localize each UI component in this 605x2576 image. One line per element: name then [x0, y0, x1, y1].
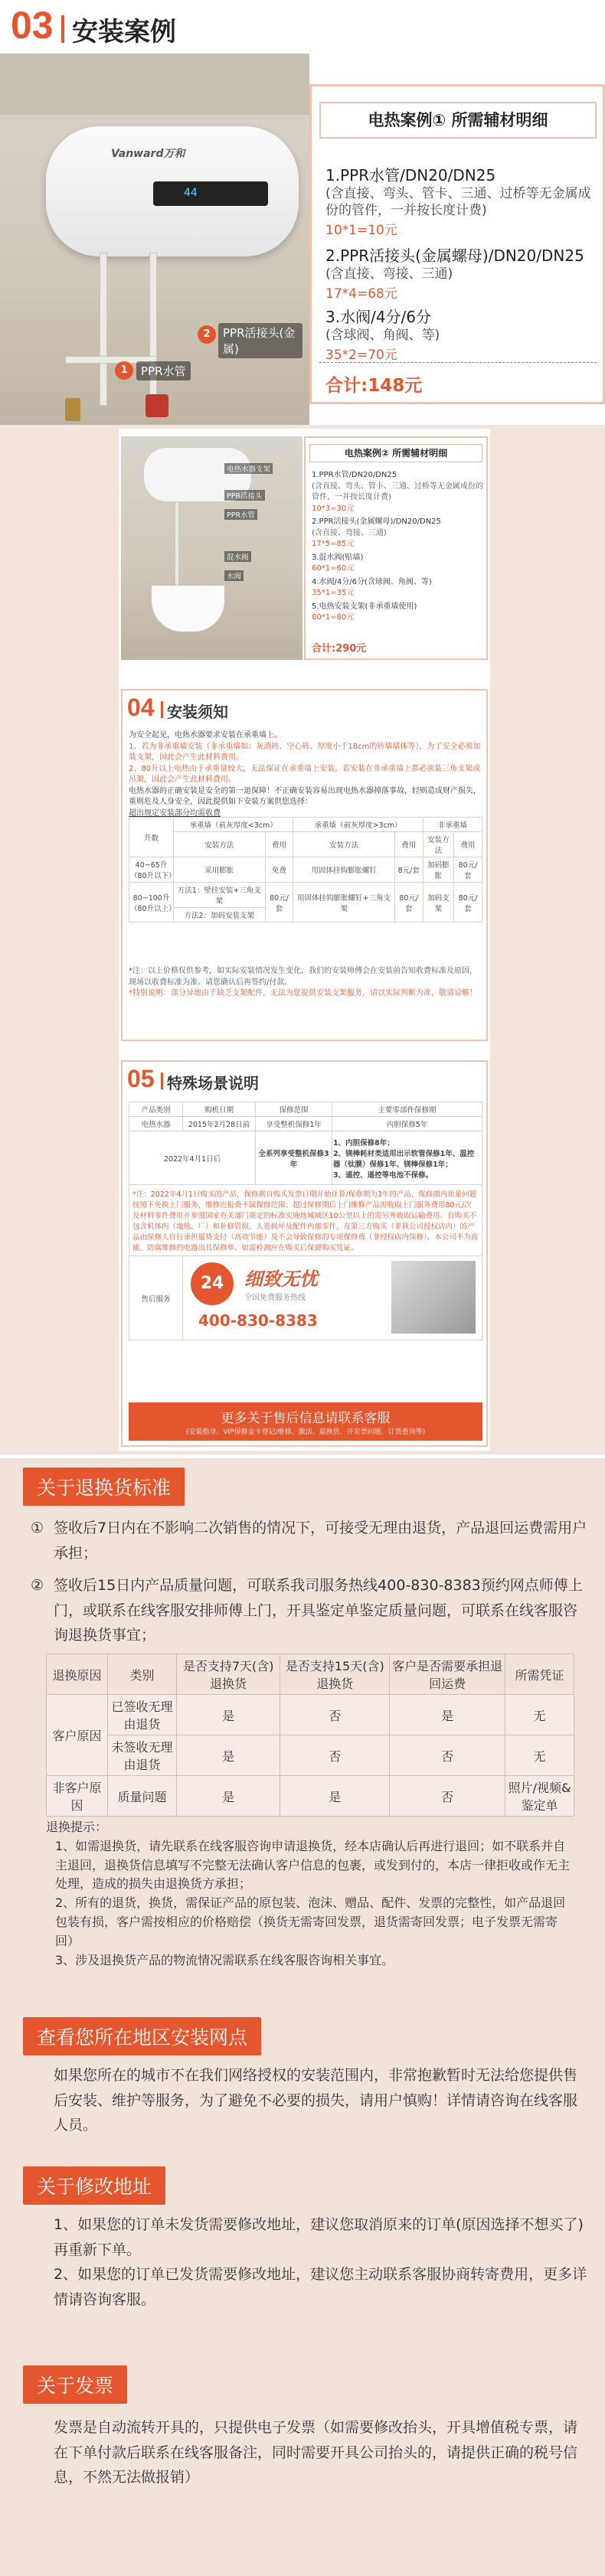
- case2-item-1-price: 10*3=30元: [312, 504, 355, 513]
- table-cell: 享受整机保修1年: [256, 1117, 332, 1131]
- table-cell: 否: [390, 1735, 505, 1776]
- case2-callout-1: 电热水器支架: [224, 463, 273, 474]
- notice-panel: [121, 689, 488, 1041]
- total: 合计:148元: [325, 376, 423, 396]
- sub-head: 安装方法: [423, 832, 453, 857]
- banner-sub: (安装指导、VIP保修金卡登记/维修、激活、退换货、开发票问题、订货查询等): [185, 1428, 426, 1436]
- table-cell: 无: [505, 1735, 574, 1776]
- case2-photo: [121, 436, 302, 660]
- materials-card: [309, 84, 605, 404]
- case2-callout-5: 水阀: [224, 570, 244, 581]
- table-cell: 否: [280, 1695, 390, 1735]
- footnote-1: *注：以上价格仅供参考，如实际安装情况发生变化，我们的安装师傅会在安装前告知收费标准及原因，现场以收费标准为准。请您确认后再签约/付款。: [129, 967, 477, 987]
- th-wall-thick: 承重墙（前灰厚度>3cm）: [293, 818, 423, 832]
- staff-photo: [391, 1261, 476, 1334]
- p1-text: 签收后7日内在不影响二次销售的情况下，可接受无理由退货，产品退回运费需用户承担；: [54, 1520, 587, 1562]
- brand-slogan: 细致无忧: [244, 1268, 318, 1290]
- case2-card: [304, 436, 488, 660]
- table-cell: 无: [505, 1695, 574, 1735]
- table-cell: 内胆保修5年: [332, 1117, 482, 1131]
- th-scope: 保修范围: [256, 1102, 332, 1117]
- pipe-right: [149, 253, 157, 406]
- case2-heading: 电热案例② 所需辅材明细: [344, 448, 448, 459]
- notice-footnotes: [129, 966, 482, 1000]
- sub-head: 费用: [394, 832, 423, 857]
- brand-sub: 全国免费服务热线: [244, 1294, 306, 1302]
- returns-notes: [46, 1818, 574, 1970]
- case2-item-4-price: 35*1=35元: [312, 589, 355, 597]
- coverage-text: 如果您所在的城市不在我们网络授权的安装范围内，非常抱歉暂时无法给您提供售后安装、维护等服务，为了避免不必要的损失，请用户慎购！详情请咨询在线客服人员。: [54, 2067, 578, 2134]
- th-liters: 升数: [129, 818, 174, 857]
- case2-item-1-desc: (含直接、弯头、管卡、三通、过桥等无金属成份的管件，一并按长度计费): [312, 482, 483, 501]
- heater-brand: Vanward万和: [111, 148, 185, 160]
- item-3-title: 3.水阀/4分/6分: [325, 308, 432, 326]
- item-1-price: 10*1=10元: [325, 223, 397, 239]
- policy-section: [0, 1458, 605, 2576]
- case2-item-4-title: 4.水阀/4分/6分(含球阀、角阀、等): [312, 577, 432, 586]
- table-row: [47, 1735, 574, 1776]
- table-cell: 8元/套: [394, 857, 423, 883]
- case2-callout-2: PPR活接头: [224, 490, 265, 501]
- rth-7day: 是否支持7天(含)退换货: [177, 1654, 280, 1695]
- table-cell: 未签收无理由退货: [108, 1735, 177, 1776]
- th-wall-thin: 承重墙（前灰厚度<3cm）: [174, 818, 293, 832]
- table-cell: 80元/套: [265, 883, 293, 922]
- contact-banner[interactable]: [129, 1402, 482, 1441]
- table-cell: 用固体挂钩膨胀螺钉: [293, 857, 394, 883]
- item-2-desc: (含直接、弯接、三通): [325, 266, 453, 282]
- item-2-price: 17*4=68元: [325, 286, 397, 302]
- case2-item-2-title: 2.PPR活接头(金属螺母)/DN20/DN25: [312, 517, 441, 526]
- table-row: [47, 1695, 574, 1735]
- table-cell: 用固体挂钩膨胀螺钉+三角支架: [293, 883, 394, 922]
- th-non-bearing: 非承重墙: [423, 818, 482, 832]
- notice-line-3: 2、80升以上电热由于承重量较大，无法保证在承重墙上安装，若安装在非承重墙上都必须装三角支架或吊架，因此会产生此材料费用。: [129, 764, 481, 784]
- table-cell: 已签收无理由退货: [108, 1695, 177, 1735]
- table-row: [129, 1256, 482, 1340]
- total-divider: [319, 362, 597, 363]
- item-1-desc: (含直接、弯头、管卡、三通、过桥等无金属成份的管件，一并按长度计费): [325, 186, 591, 219]
- table-cell: 电热水器: [129, 1117, 183, 1131]
- valve-handle: [146, 394, 168, 417]
- table-cell: 照片/视频&鉴定单: [505, 1776, 574, 1817]
- table-cell: 客户原因: [47, 1695, 108, 1776]
- address-p2: 2、如果您的订单已发货需要修改地址，建议您主动联系客服协商转寄费用，更多详情请咨询客服。: [54, 2266, 587, 2309]
- returns-p2: [31, 1573, 590, 1648]
- item-2: [325, 243, 594, 302]
- table-cell: 全系列享受整机保修3年: [256, 1131, 332, 1185]
- notice-line-2: 1、若为非承重墙安装（非承重墙如：灰渣砖、空心砖、厚度小于18cm的砖墙墙体等），为了安全必须加装支架，因此会产生此材料费用。: [129, 742, 481, 762]
- special-bar: [161, 1073, 163, 1089]
- heater-display: 44: [153, 181, 268, 206]
- table-cell: 采用膨胀: [174, 857, 266, 883]
- table-cell: 2015年2月28日前: [183, 1117, 256, 1131]
- table-cell: 是: [177, 1735, 280, 1776]
- table-row: [129, 857, 482, 883]
- special-number: 05: [127, 1065, 155, 1092]
- notice-line-1: 为安全起见，电热水器要求安装在承重墙上。: [129, 731, 282, 739]
- th-date: 购机日期: [183, 1102, 256, 1117]
- returns-tag: 关于退换货标准: [23, 1468, 185, 1506]
- th-parts: 主要零部件保修期: [332, 1102, 482, 1117]
- returns-p1: [31, 1516, 590, 1566]
- table-row: [129, 883, 482, 908]
- rth-type: 类别: [108, 1654, 177, 1695]
- case2-item-5-title: 5.电热安装支架(非承重墙使用): [312, 602, 417, 611]
- parts-line: 2、镁棒耗材类适用出示软管保修1年、温控器（钛膜）保修1年、镁棒保修1年；: [333, 1149, 475, 1169]
- case2-item-3-title: 3.混水阀(贴墙): [312, 553, 364, 562]
- warranty-note: *注：2022年4月1日购买的产品，保修期自购买发票日期开始计算/保修期为3年的产品，保修期内质量问题按照下免换上门服务，维修迟报费不属保修范围；超过保修期后上门维修产品需收取上门服务费用80元/次及材料零件费用并参照国家有关部门规定的标准实施地城域区10公里以上的需另外收取运输费用。自购买不包含机体内（地毯、厂）和补修管损、人造损坏及配件内部零件，在第三方购买（非我公司授权店内）的产品由保修人自行承担退货支付（高效节能）及不会导致保修的专项保修费（非授权店内保修）。本公司不为高能、防腐维修的电器出具保修单。如需检测应在购买后保留购买凭证。: [132, 1190, 479, 1252]
- table-cell: 是: [177, 1776, 280, 1817]
- address-tag: 关于修改地址: [23, 2166, 165, 2205]
- special-panel: [121, 1060, 488, 1447]
- note-2: 2、所有的退货，换货，需保证产品的原包装、泡沫、赠品、配件、发票的完整性，如产品退回包装有损，客户需按相应的价格赔偿（换货无需寄回发票，退货需寄回发票；电子发票无需寄回）: [55, 1895, 566, 1948]
- marker-2: 2: [198, 325, 216, 344]
- case2-item-3-price: 60*1=60元: [312, 564, 355, 573]
- p2-num: ②: [31, 1577, 44, 1594]
- ceiling: [0, 54, 309, 115]
- notes-title: 退换提示：: [46, 1820, 108, 1834]
- table-row: [129, 1117, 482, 1131]
- service-label: 售后服务: [129, 1256, 183, 1340]
- case2-item-1-title: 1.PPR水管/DN20/DN25: [312, 471, 397, 479]
- notice-line-4: 电热水器的正确安装是安全的第一道保障！不正确安装容易出现电热水器掉落事故，轻则造成财产损失，重则危及人身安全，因此提供如下安装方案供您选择：: [129, 786, 481, 806]
- install-fee-table: [129, 817, 482, 922]
- warranty-table: [129, 1102, 482, 1340]
- address-body: [54, 2212, 590, 2313]
- case2-total: 合计:290元: [312, 643, 367, 655]
- sub-head: 费用: [454, 832, 482, 857]
- detail-image: [0, 425, 605, 1455]
- sub-head: 安装方法: [293, 832, 394, 857]
- service-logo-icon: 24: [191, 1262, 234, 1305]
- case2-heading-box: [309, 444, 482, 462]
- coverage-tag[interactable]: 查看您所在地区安装网点: [23, 2017, 261, 2055]
- case2-callout-4: 混水阀: [224, 551, 251, 562]
- address-p1: 1、如果您的订单未发货需要修改地址，建议您取消原来的订单(原因选择不想买了)再重新下单。: [54, 2216, 584, 2258]
- sub-head: 安装方法: [174, 832, 266, 857]
- table-cell: 加码膨胀: [423, 857, 453, 883]
- table-row: [129, 1131, 482, 1185]
- rth-freight: 客户是否需要承担退回运费: [390, 1654, 505, 1695]
- th-category: 产品类别: [129, 1102, 183, 1117]
- table-cell: 是: [280, 1776, 390, 1817]
- section-number: 03: [11, 4, 54, 47]
- table-cell: 否: [280, 1735, 390, 1776]
- parts-line: 3、遥控、遥控等电池不保修。: [333, 1170, 433, 1180]
- card-heading-box: [319, 102, 597, 139]
- detail-inner: [119, 429, 490, 1451]
- install-photo: [0, 54, 309, 436]
- item-3: [325, 305, 594, 363]
- invoice-tag: 关于发票: [23, 2365, 127, 2404]
- returns-table: [46, 1654, 574, 1817]
- title-divider: [61, 15, 64, 43]
- parts-cell: [332, 1131, 482, 1185]
- sub-head: 费用: [265, 832, 293, 857]
- case2-item-2-desc: (含直接、弯接、三通): [312, 528, 387, 537]
- table-cell: 是: [177, 1695, 280, 1735]
- notice-bar: [161, 701, 163, 718]
- rth-15day: 是否支持15天(含)退换货: [280, 1654, 390, 1695]
- banner-main: 更多关于售后信息请联系客服: [221, 1411, 391, 1426]
- table-cell: 2022年4月1日后: [129, 1131, 256, 1185]
- notice-line-5: 超出规定安装部分均需收费: [129, 808, 221, 818]
- table-cell: 80元/套: [394, 883, 423, 922]
- item-3-price: 35*2=70元: [325, 348, 397, 364]
- parts-line: 1、内胆保修8年；: [333, 1138, 394, 1148]
- rth-proof: 所需凭证: [505, 1654, 574, 1695]
- table-cell: 方法2：加码安装支架: [174, 908, 266, 922]
- warranty-note-cell: [129, 1185, 482, 1256]
- service-banner: [183, 1256, 482, 1340]
- brass-fitting: [65, 398, 80, 421]
- callout-ppr-pipe: PPR水管: [136, 361, 191, 380]
- table-row: [47, 1776, 574, 1817]
- case2-item-5-price: 80*1=80元: [312, 613, 355, 622]
- table-cell: 质量问题: [108, 1776, 177, 1817]
- pipe-left: [100, 253, 107, 406]
- callout-ppr-fitting: PPR活接头(金属): [218, 323, 302, 358]
- row-caption: 40~65升（80升以下）: [129, 857, 174, 883]
- table-cell: 80元/套: [454, 857, 482, 883]
- section-title: 安装案例: [72, 17, 176, 47]
- hotline: 400-830-8383: [198, 1311, 318, 1330]
- notice-title: 安装须知: [167, 703, 228, 721]
- notice-body: [129, 730, 482, 819]
- table-cell: 否: [390, 1776, 505, 1817]
- water-heater: [46, 126, 299, 256]
- p2-text: 签收后15日内产品质量问题，可联系我司服务热线400-830-8383预约网点师傅上门，或联系在线客服安排师傅上门，开具鉴定单鉴定质量问题，可联系在线客服咨询退换货事宜；: [54, 1577, 583, 1644]
- invoice-text: 发票是自动流转开具的，只提供电子发票（如需要修改抬头，开具增值税专票，请在下单付款后联系在线客服备注，同时需要开具公司抬头的，请提供正确的税号信息，不然无法做报销）: [54, 2419, 578, 2486]
- table-cell: 免费: [265, 857, 293, 883]
- item-1-title: 1.PPR水管/DN20/DN25: [325, 166, 496, 184]
- table-cell: 是: [390, 1695, 505, 1735]
- case2-items: [312, 470, 485, 624]
- card-heading: 电热案例① 所需辅材明细: [368, 111, 548, 129]
- note-1: 1、如需退换货，请先联系在线客服咨询申请退换货，经本店确认后再进行退回；如不联系并自主退回，退换货信息填写不完整无法确认客户信息的包裹，或发到付的，本店一律拒收或作无主处理，造成的损失由退换货方承担；: [55, 1838, 571, 1892]
- table-cell: 80元/套: [454, 883, 482, 922]
- case2-item-2-price: 17*5=85元: [312, 540, 355, 548]
- marker-1: 1: [115, 361, 133, 380]
- case2-basin: [152, 586, 224, 632]
- p1-num: ①: [31, 1520, 44, 1536]
- item-2-title: 2.PPR活接头(金属螺母)/DN20/DN25: [325, 246, 584, 265]
- rth-reason: 退换原因: [47, 1654, 108, 1695]
- footnote-2: *特别说明：部分异地由于缺乏支架配件，无法为您提供安装支架服务，请以实际判断为准，敬请谅解！: [129, 989, 477, 997]
- install-case-section: [0, 0, 605, 436]
- row-caption: 80~100升（80升以上）: [129, 883, 174, 922]
- case2-callout-3: PPR水管: [224, 509, 257, 520]
- note-3: 3、涉及退换货产品的物流情况需联系在线客服咨询相关事宜。: [55, 1952, 394, 1967]
- item-1: [325, 163, 594, 238]
- notice-number: 04: [127, 694, 155, 721]
- table-row: [129, 1185, 482, 1256]
- item-3-desc: (含球阀、角阀、等): [325, 328, 440, 343]
- table-cell: 非客户原因: [47, 1776, 108, 1817]
- table-cell: 加码支架: [423, 883, 453, 922]
- case2-pipe: [175, 501, 179, 586]
- special-title: 特殊场景说明: [167, 1074, 259, 1092]
- table-cell: 方法1：壁挂安装+三角支架: [174, 883, 266, 908]
